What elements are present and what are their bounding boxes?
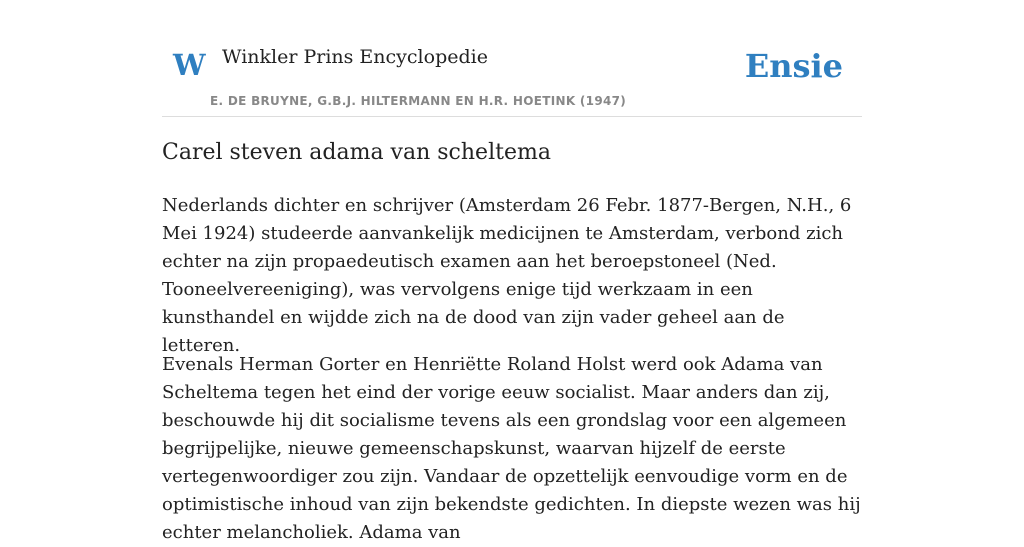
encyclopedia-title[interactable]: Winkler Prins Encyclopedie — [222, 46, 488, 68]
page-container — [162, 0, 862, 543]
header — [162, 0, 862, 117]
ensie-logo-link[interactable]: Ensie — [744, 47, 843, 85]
authors-line: E. DE BRUYNE, G.B.J. HILTERMANN EN H.R. HOETINK (1947) — [210, 94, 627, 108]
article-paragraph-1: Nederlands dichter en schrijver (Amsterdam 26 Febr. 1877-Bergen, N.H., 6 Mei 1924) studeerde aanvankelijk medicijnen te Amsterdam, verbond zich echter na zijn propaedeutisch examen aan het beroepstoneel (Ned. Tooneelvereeniging), was vervolgens enige tijd werkzaam in een kunsthandel en wijdde zich na de dood van zijn vader geheel aan de letteren. — [162, 195, 852, 356]
article-title: Carel steven adama van scheltema — [162, 140, 551, 165]
article-paragraph-2: Evenals Herman Gorter en Henriëtte Roland Holst werd ook Adama van Scheltema tegen het eind der vorige eeuw socialist. Maar anders dan zij, beschouwde hij dit socialisme tevens als een grondslag voor een algemeen begrijpelijke, nieuwe gemeenschapskunst, waarvan hijzelf de eerste vertegenwoordiger zou zijn. Vandaar de opzettelijk eenvoudige vorm en de optimistische inhoud van zijn bekendste gedichten. In diepste wezen was hij echter melancholiek. Adama van — [162, 354, 861, 543]
winkler-prins-logo[interactable]: W — [173, 48, 206, 82]
